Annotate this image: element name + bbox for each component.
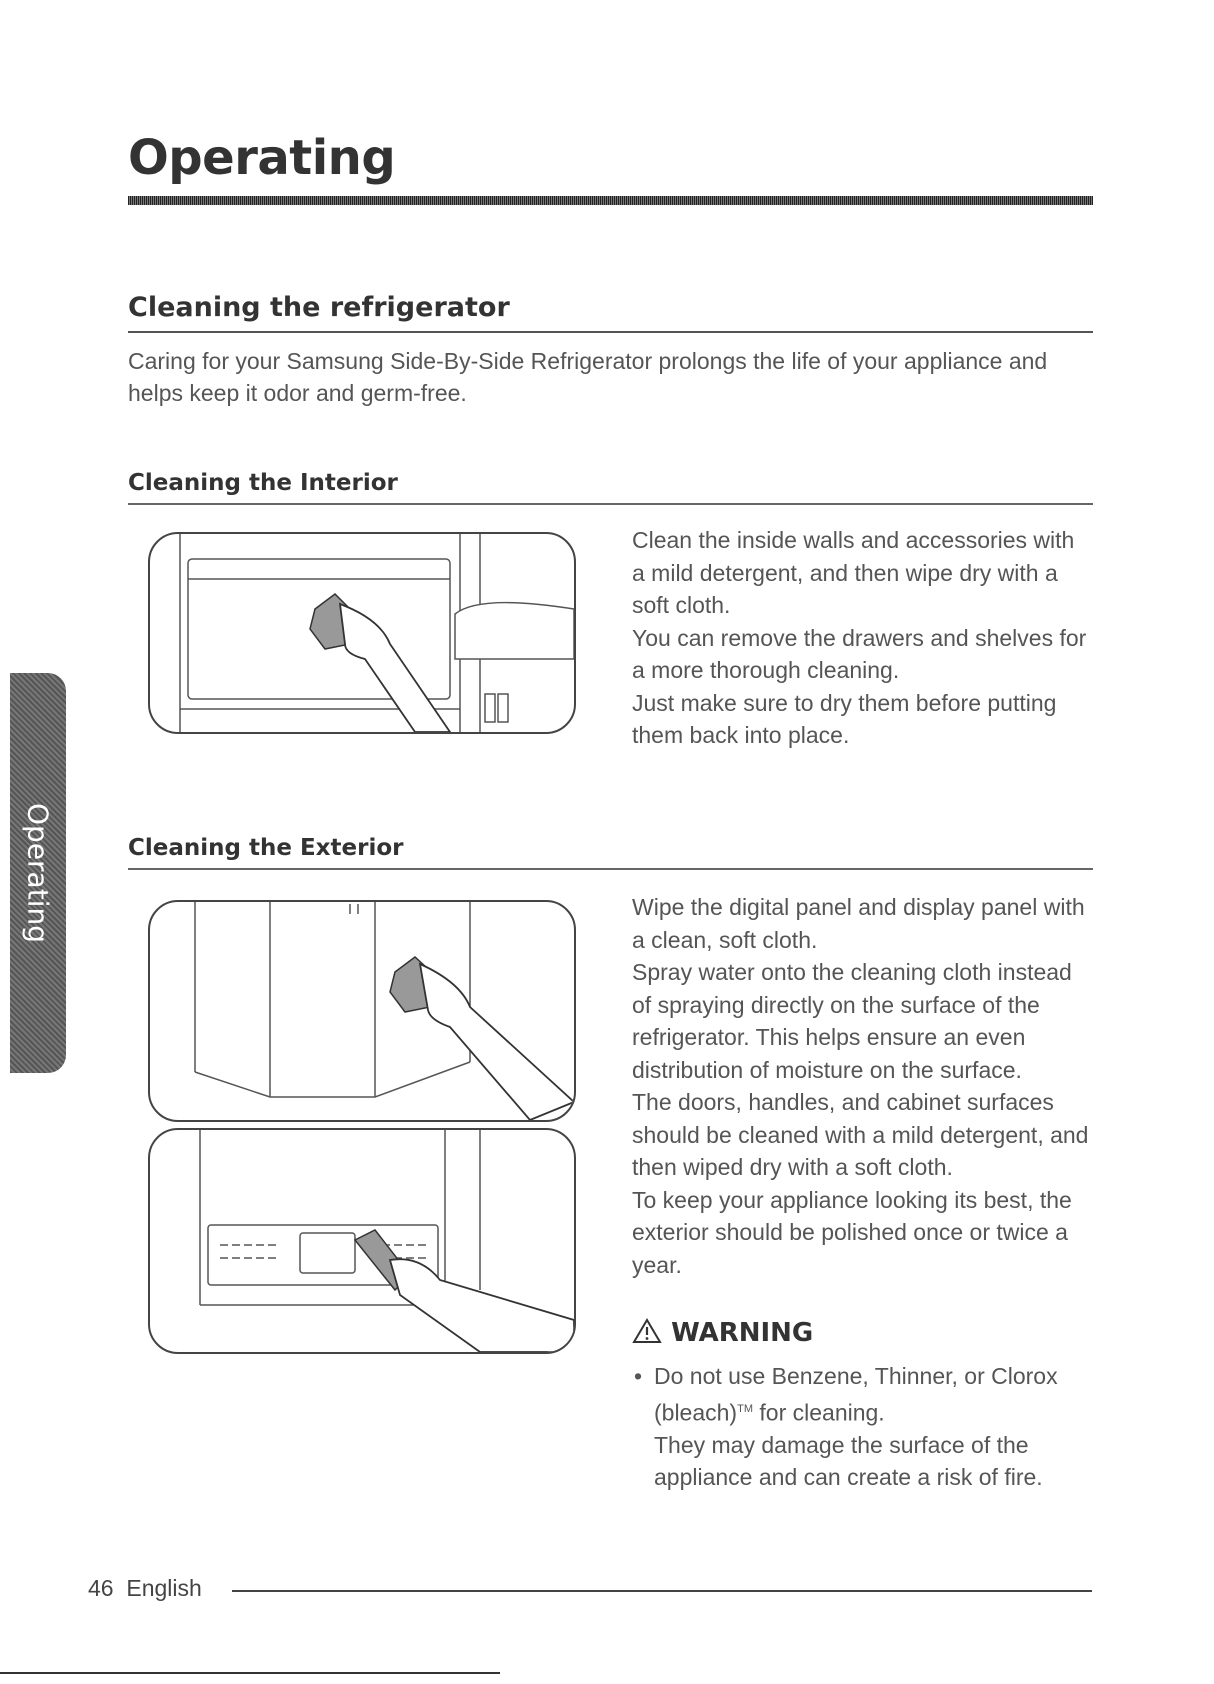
warning-item: [632, 1360, 1102, 1494]
page-title: Operating: [128, 130, 396, 186]
warning-item-text: Do not use Benzene, Thinner, or Clorox (bleach): [654, 1363, 1058, 1426]
interior-paragraph: Just make sure to dry them before putting them back into place.: [632, 689, 1057, 748]
section-heading: Cleaning the refrigerator: [128, 292, 510, 323]
exterior-panel-illustration: [148, 1128, 576, 1354]
exterior-panel-drawing: [150, 1130, 574, 1352]
interior-heading: Cleaning the Interior: [128, 470, 398, 496]
exterior-paragraph: The doors, handles, and cabinet surfaces should be cleaned with a mild detergent, and then wiped dry with a soft cloth.: [632, 1089, 1089, 1180]
section-rule: [128, 331, 1093, 333]
exterior-doors-drawing: [150, 902, 574, 1120]
exterior-heading: Cleaning the Exterior: [128, 835, 404, 861]
exterior-rule: [128, 868, 1093, 870]
interior-cleaning-drawing: [150, 534, 574, 732]
interior-cleaning-illustration: [148, 532, 576, 734]
chapter-side-tab: [10, 673, 66, 1073]
exterior-paragraph: Spray water onto the cleaning cloth instead of spraying directly on the surface of the refrigerator. This helps ensure an even distribution of moisture on the surface.: [632, 959, 1072, 1083]
interior-rule: [128, 503, 1093, 505]
trademark-mark: TM: [737, 1402, 753, 1415]
footer-rule: [232, 1590, 1092, 1592]
page-number: 46: [88, 1575, 114, 1601]
scan-edge-line: [0, 1672, 500, 1674]
chapter-side-tab-label: Operating: [21, 803, 55, 943]
page-footer: [88, 1575, 202, 1602]
warning-triangle-icon: [632, 1318, 662, 1344]
exterior-doors-illustration: [148, 900, 576, 1122]
interior-paragraph: Clean the inside walls and accessories with a mild detergent, and then wipe dry with a soft cloth.: [632, 527, 1075, 618]
exterior-paragraph: To keep your appliance looking its best, the exterior should be polished once or twice a year.: [632, 1186, 1072, 1278]
exterior-text: [632, 891, 1092, 1281]
interior-paragraph: You can remove the drawers and shelves for a more thorough cleaning.: [632, 624, 1087, 683]
section-intro: Caring for your Samsung Side-By-Side Refrigerator prolongs the life of your appliance and helps keep it odor and germ-free.: [128, 348, 1048, 406]
warning-list: [632, 1360, 1102, 1494]
warning-label: WARNING: [671, 1318, 814, 1348]
footer-language: English: [126, 1575, 202, 1601]
title-rule: [128, 196, 1093, 205]
warning-item-note: They may damage the surface of the appliance and can create a risk of fire.: [654, 1431, 1043, 1491]
warning-item-text-end: for cleaning.: [753, 1399, 885, 1426]
interior-text: [632, 524, 1092, 752]
warning-heading: [632, 1318, 813, 1348]
exterior-paragraph: Wipe the digital panel and display panel with a clean, soft cloth.: [632, 894, 1085, 953]
